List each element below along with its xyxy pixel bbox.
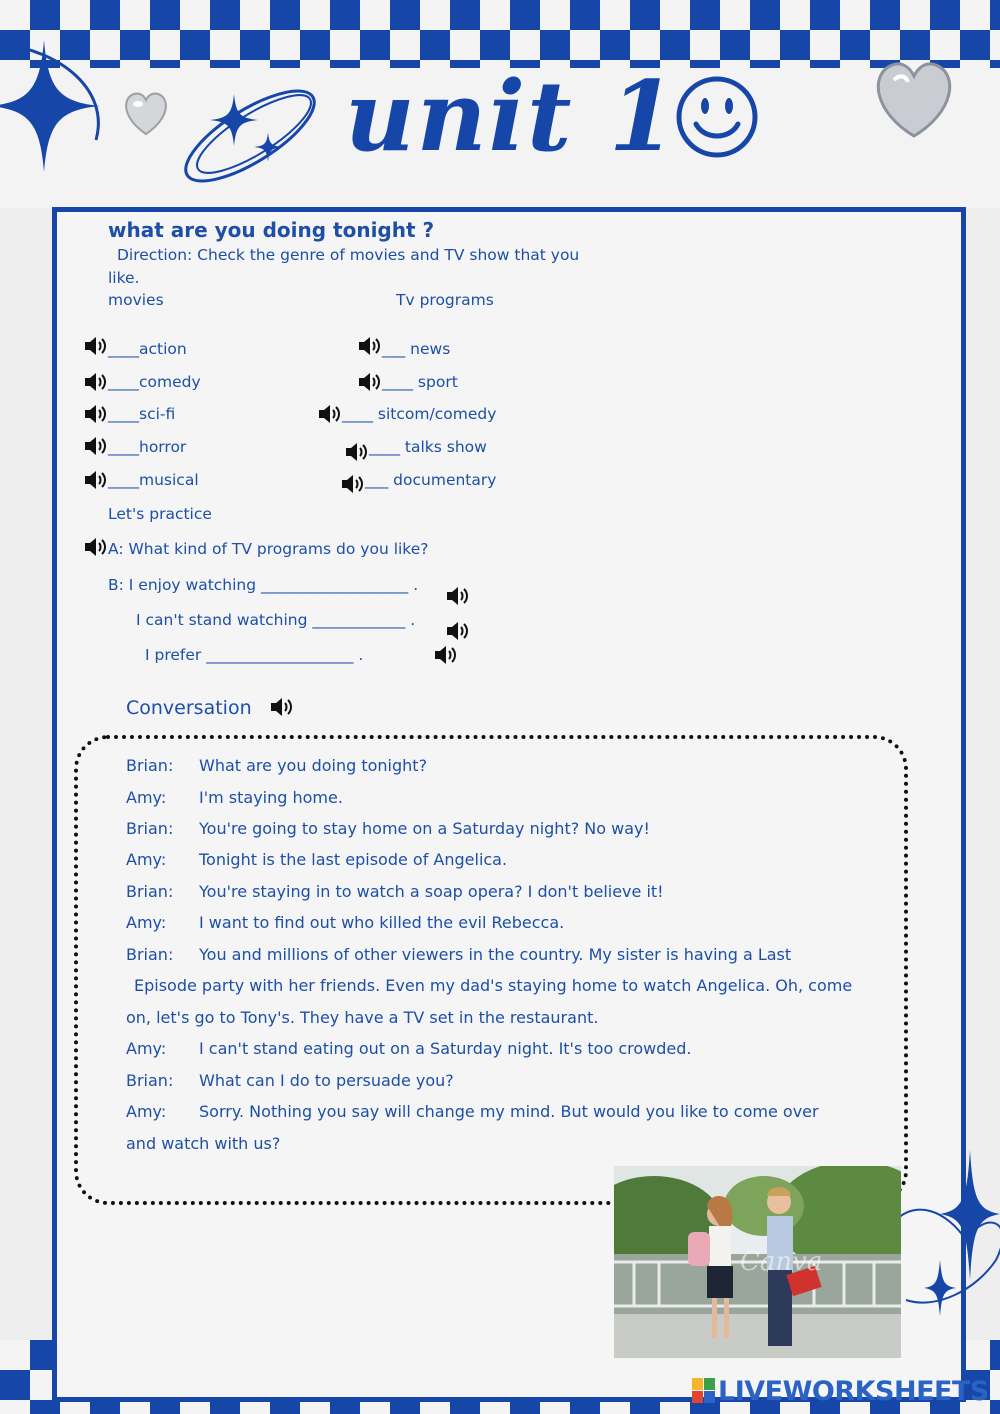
heart-icon [866,52,962,144]
speaker-icon[interactable] [82,369,108,395]
speaker-name: Brian: [126,756,174,775]
dialogue-line: I can't stand eating out on a Saturday night. It's too crowded. [199,1039,692,1058]
speaker-name: Amy: [126,788,167,807]
dialogue-line: What are you doing tonight? [199,756,428,775]
tv-option: ___ news [382,340,451,358]
brand-logo[interactable]: LIVEWORKSHEETS [718,1376,989,1407]
practice-question: A: What kind of TV programs do you like? [108,540,429,558]
heart-icon [118,84,174,140]
practice-heading: Let's practice [108,505,212,523]
speaker-icon[interactable] [356,333,382,359]
speaker-icon[interactable] [316,401,342,427]
speaker-icon[interactable] [268,694,294,720]
movie-option: ____sci-fi [108,405,176,423]
direction-line-2: like. [108,269,140,287]
speaker-icon[interactable] [444,583,470,609]
speaker-name: Amy: [126,1102,167,1121]
tv-option: ____ sitcom/comedy [342,405,497,423]
students-photo [614,1166,901,1358]
dialogue-continuation: and watch with us? [126,1134,281,1153]
smiley-icon [674,74,760,160]
dialogue-continuation: Episode party with her friends. Even my dad's staying home to watch Angelica. Oh, come [134,976,853,995]
dialogue-line: You and millions of other viewers in the country. My sister is having a Last [199,945,792,964]
tv-option: ____ sport [382,373,458,391]
speaker-icon[interactable] [82,467,108,493]
speaker-name: Brian: [126,1071,174,1090]
practice-answer-3: I prefer ___________________ . [145,646,364,664]
speaker-name: Amy: [126,1039,167,1058]
dialogue-line: Sorry. Nothing you say will change my mind. But would you like to come over [199,1102,819,1121]
speaker-icon[interactable] [432,642,458,668]
sparkle-icon [896,1140,1000,1340]
movie-option: ____musical [108,471,199,489]
tv-option: ___ documentary [365,471,497,489]
dialogue-line: You're staying in to watch a soap opera? I don't believe it! [199,882,664,901]
dialogue-line: I want to find out who killed the evil Rebecca. [199,913,565,932]
movie-option: ____action [108,340,187,358]
speaker-name: Amy: [126,913,167,932]
dialogue-line: Tonight is the last episode of Angelica. [199,850,508,869]
direction-line-1: Direction: Check the genre of movies and TV show that you [117,246,580,264]
speaker-name: Brian: [126,945,174,964]
speaker-icon[interactable] [82,433,108,459]
live-logo-icon [692,1378,716,1404]
speaker-icon[interactable] [82,333,108,359]
tv-option: ____ talks show [369,438,487,456]
conversation-heading: Conversation [126,697,252,719]
dialogue-line: You're going to stay home on a Saturday night? No way! [199,819,650,838]
movie-option: ____comedy [108,373,201,391]
dialogue-line: What can I do to persuade you? [199,1071,454,1090]
movie-option: ____horror [108,438,187,456]
orbit-sparkle-icon [172,74,332,194]
worksheet-question: what are you doing tonight ? [108,218,435,242]
speaker-icon[interactable] [339,471,365,497]
practice-answer-2: I can't stand watching ____________ . [136,611,416,629]
sparkle-icon [0,30,110,180]
photo-watermark: Canva [740,1247,823,1277]
speaker-icon[interactable] [343,439,369,465]
speaker-name: Amy: [126,850,167,869]
unit-title: unit 1 [345,60,678,173]
practice-answer-1: B: I enjoy watching ___________________ . [108,576,419,594]
speaker-name: Brian: [126,882,174,901]
speaker-icon[interactable] [444,618,470,644]
checkered-border-top [0,0,1000,68]
dialogue-line: I'm staying home. [199,788,343,807]
dialogue-continuation: on, let's go to Tony's. They have a TV set in the restaurant. [126,1008,599,1027]
speaker-name: Brian: [126,819,174,838]
tv-programs-heading: Tv programs [396,291,494,309]
speaker-icon[interactable] [356,369,382,395]
speaker-icon[interactable] [82,401,108,427]
movies-heading: movies [108,291,164,309]
speaker-icon[interactable] [82,534,108,560]
